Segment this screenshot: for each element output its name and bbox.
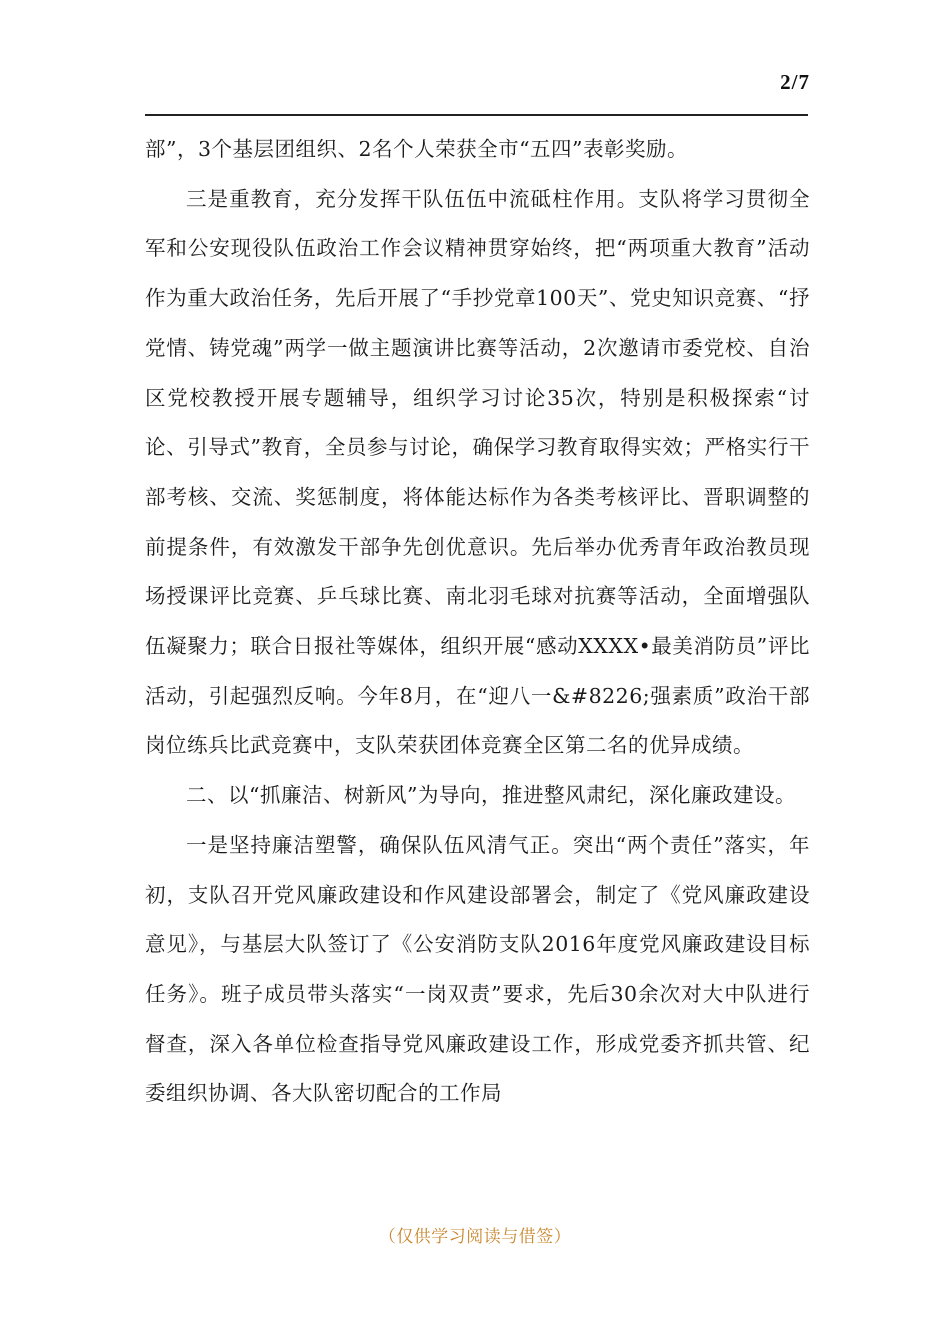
paragraph-education: 三是重教育，充分发挥干队伍伍中流砥柱作用。支队将学习贯彻全军和公安现役队伍政治工作会议精神贯穿始终，把“两项重大教育”活动作为重大政治任务，先后开展了“手抄党章100天”、党史知识竞赛、“抒党情、铸党魂”两学一做主题演讲比赛等活动，2次邀请市委党校、自治区党校教授开展专题辅导，组织学习讨论35次，特别是积极探索“讨论、引导式”教育，全员参与讨论，确保学习教育取得实效；严格实行干部考核、交流、奖惩制度，将体能达标作为各类考核评比、晋职调整的前提条件，有效激发干部争先创优意识。先后举办优秀青年政治教员现场授课评比竞赛、乒乓球比赛、南北羽毛球对抗赛等活动，全面增强队伍凝聚力；联合日报社等媒体，组织开展“感动XXXX•最美消防员”评比活动，引起强烈反响。今年8月，在“迎八一&#8226;强素质”政治干部岗位练兵比武竞赛中，支队荣获团体竞赛全区第二名的优异成绩。 <box>145 186 810 758</box>
document-body <box>145 125 810 1119</box>
paragraph-integrity: 一是坚持廉洁塑警，确保队伍风清气正。突出“两个责任”落实，年初，支队召开党风廉政建设和作风建设部署会，制定了《党风廉政建设意见》，与基层大队签订了《公安消防支队2016年度党风廉政建设目标任务》。班子成员带头落实“一岗双责”要求，先后30余次对大中队进行督查，深入各单位检查指导党风廉政建设工作，形成党委齐抓共管、纪委组织协调、各大队密切配合的工作局 <box>145 832 810 1106</box>
paragraph-section-heading: 二、以“抓廉洁、树新风”为导向，推进整风肃纪，深化廉政建设。 <box>186 783 796 808</box>
header-divider <box>145 114 808 116</box>
page-number: 2/7 <box>780 70 810 94</box>
footer-note: （仅供学习阅读与借签） <box>378 1227 572 1247</box>
paragraph-continuation: 部”，3个基层团组织、2名个人荣获全市“五四”表彰奖励。 <box>145 137 689 161</box>
